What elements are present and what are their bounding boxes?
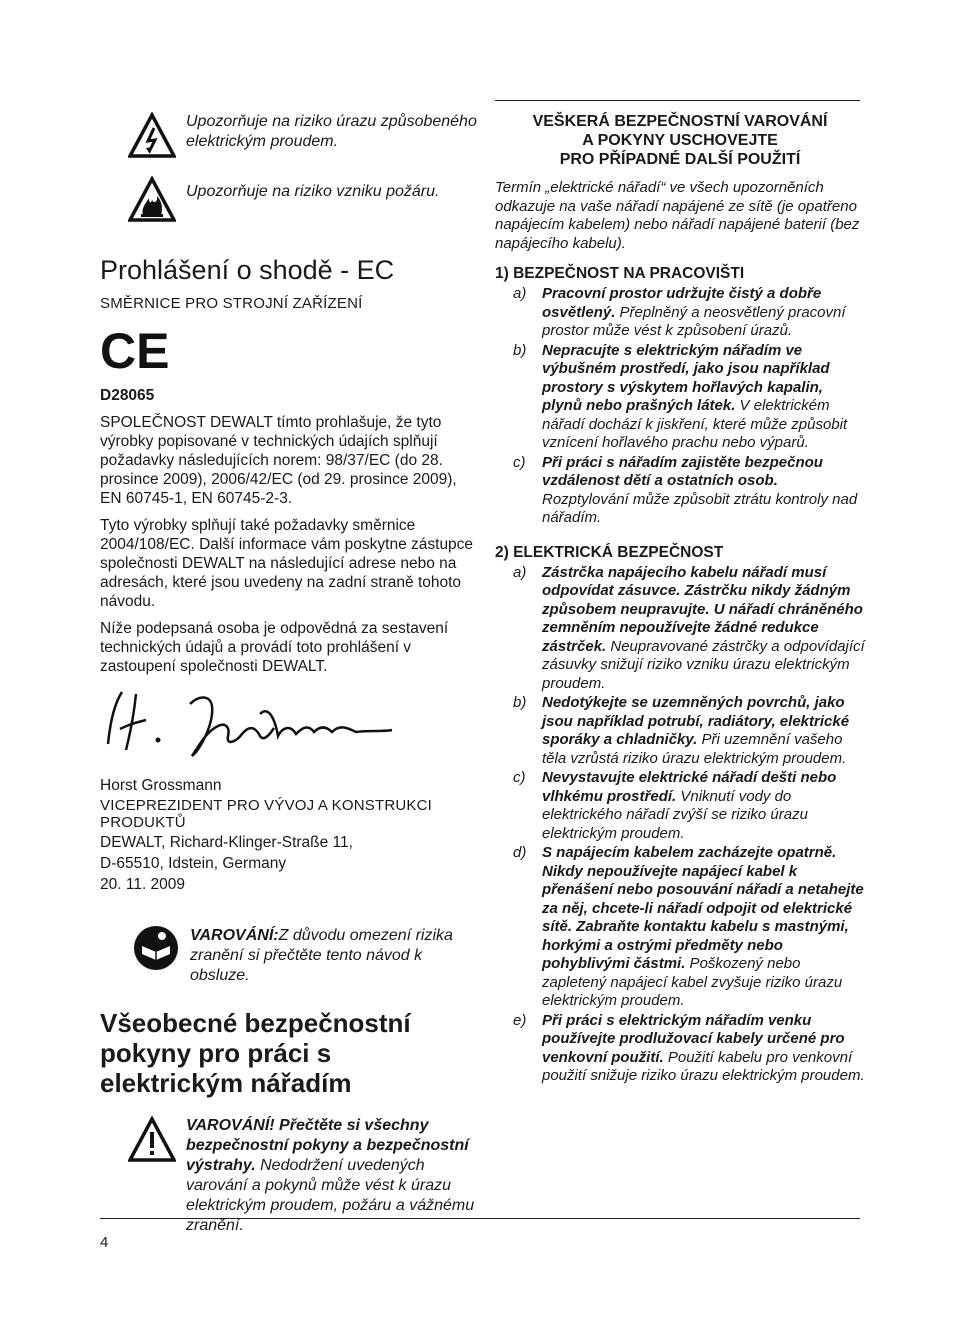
- read-manual-warning: [100, 924, 480, 986]
- general-warning-bold: VAROVÁNÍ! Přečtěte si všechny bezpečnostní pokyny a bezpečnostní výstrahy.: [186, 1117, 469, 1174]
- item-body: [542, 769, 865, 843]
- item-letter: d): [513, 844, 527, 861]
- item-bold-text: Při práci s nářadím zajistěte bezpečnou vzdálenost dětí a ostatních osob.: [542, 453, 823, 489]
- fire-icon: [128, 176, 176, 224]
- item-bold-text: Při práci s elektrickým nářadím venku používejte prodlužovací kabely určené pro venkovní použití.: [542, 1011, 845, 1066]
- section-title: 1) BEZPEČNOST NA PRACOVIŠTI: [495, 265, 745, 282]
- signer-title: VICEPREZIDENT PRO VÝVOJ A KONSTRUKCI PRODUKTŮ: [100, 797, 432, 831]
- item-text: Při uzemnění vašeho těla vzrůstá riziko úrazu elektrickým proudem.: [542, 731, 847, 767]
- safety-heading-line-3: PRO PŘÍPADNÉ DALŠÍ POUŽITÍ: [559, 151, 801, 168]
- svg-text:CE: CE: [100, 326, 170, 372]
- safety-sections: [495, 265, 865, 1086]
- item-text: V elektrickém nářadí dochází k jiskření, které může způsobit vznícení hořlavého prachu nebo výparů.: [542, 397, 848, 451]
- item-body: [542, 285, 865, 341]
- read-manual-text: [190, 926, 480, 986]
- item-text: Poškozený nebo zapletený napájecí kabel zvyšuje riziko úrazu elektrickým proudem.: [542, 955, 843, 1009]
- address-line-2: D-65510, Idstein, Germany: [100, 855, 287, 872]
- safety-heading-line-1: VEŠKERÁ BEZPEČNOSTNÍ VAROVÁNÍ: [532, 113, 828, 130]
- read-manual-body: Z důvodu omezení rizika zranění si přečtěte tento návod k obsluze.: [190, 927, 453, 984]
- declaration-paragraph-3: Níže podepsaná osoba je odpovědná za sestavení technických údajů a provádí toto prohlášení v zastoupení společnosti DEWALT.: [100, 620, 449, 675]
- item-bold-text: Pracovní prostor udržujte čistý a dobře osvětlený.: [542, 285, 822, 321]
- fire-warning-text: Upozorňuje na riziko vzniku požáru.: [186, 183, 440, 200]
- left-column: [100, 112, 480, 1236]
- top-rule: [495, 100, 860, 101]
- item-bold-text: Nedotýkejte se uzemněných povrchů, jako jsou například potrubí, radiátory, elektrické sporáky a chladničky.: [542, 694, 850, 748]
- item-letter: a): [513, 285, 527, 302]
- item-letter: c): [513, 769, 526, 786]
- general-warning-text: [186, 1116, 480, 1236]
- item-body: [542, 342, 865, 453]
- item-body: [542, 844, 865, 1011]
- item-bold-text: Zástrčka napájecího kabelu nářadí musí odpovídat zásuvce. Zástrčku nikdy žádným způsobem neupravujte. U nářadí chráněného zemněním nepoužívejte žádné redukce zástrček.: [542, 563, 863, 655]
- safety-heading-line-2: A POKYNY USCHOVEJTE: [582, 132, 778, 149]
- electric-shock-icon: [128, 112, 176, 160]
- ce-mark-icon: [100, 326, 170, 372]
- section-item: [495, 844, 865, 1011]
- declaration-subtitle: SMĚRNICE PRO STROJNÍ ZAŘÍZENÍ: [100, 295, 363, 312]
- item-text: Neupravované zástrčky a odpovídající zásuvky snižují riziko vzniku úrazu elektrickým proudem.: [542, 637, 865, 692]
- signer-name: Horst Grossmann: [100, 777, 222, 794]
- signature: [100, 684, 400, 764]
- warning-icon: [128, 1116, 176, 1164]
- section-item: [495, 564, 865, 694]
- address-line-1: DEWALT, Richard-Klinger-Straße 11,: [100, 834, 353, 851]
- model-number: D28065: [100, 387, 155, 404]
- item-letter: a): [513, 563, 527, 581]
- section-item: [495, 1012, 865, 1086]
- item-body: [542, 694, 865, 768]
- section-item: [495, 694, 865, 768]
- item-letter: b): [513, 341, 527, 359]
- section-item: [495, 342, 865, 453]
- general-warning: [100, 1116, 480, 1236]
- safety-intro: Termín „elektrické nářadí“ ve všech upozorněních odkazuje na vaše nářadí napájené ze sítě (je opatřeno napájecím kabelem) nebo nářadí napájené baterií (bez napájecího kabelu).: [495, 179, 860, 252]
- safety-heading: [495, 112, 865, 169]
- item-bold-text: S napájecím kabelem zacházejte opatrně. Nikdy nepoužívejte napájecí kabel k přenášení nebo posouvání nářadí a netahejte za něj, chcete-li nářadí odpojit od elektrické sítě. Zabraňte kontaktu kabelu s mastnými, horkými a ostrými předměty nebo pohyblivými částmi.: [542, 844, 864, 972]
- item-text: Přeplněný a neosvětlený pracovní prostor může vést k způsobení úrazů.: [542, 303, 846, 339]
- right-column: [495, 112, 865, 1086]
- declaration-paragraph-2: Tyto výrobky splňují také požadavky směrnice 2004/108/EC. Další informace vám poskytne zástupce společnosti DEWALT na následující adrese nebo na adresách, které jsou uvedeny na zadní straně tohoto návodu.: [100, 517, 474, 610]
- item-body: [542, 1012, 865, 1086]
- read-manual-icon: [132, 924, 180, 972]
- fire-warning: [100, 176, 480, 224]
- declaration-date: 20. 11. 2009: [100, 876, 186, 893]
- section-item: [495, 285, 865, 341]
- item-bold-text: Nevystavujte elektrické nářadí dešti nebo vlhkému prostředí.: [542, 769, 837, 805]
- declaration-title: Prohlášení o shodě - EC: [100, 255, 395, 285]
- item-body: [542, 564, 865, 694]
- declaration-paragraph-1: SPOLEČNOST DEWALT tímto prohlašuje, že tyto výrobky popisované v technických údajích splňují požadavky následujících norem: 98/37/EC (do 28. prosince 2009), 2006/42/EC (od 29. prosince 2009), EN 60745-1, EN 60745-2-3.: [100, 414, 457, 507]
- item-letter: b): [513, 694, 527, 711]
- item-text: Rozptylování může způsobit ztrátu kontroly nad nářadím.: [542, 490, 858, 526]
- item-text: Použití kabelu pro venkovní použití snižuje riziko úrazu elektrickým proudem.: [542, 1048, 865, 1084]
- section-title: 2) ELEKTRICKÁ BEZPEČNOST: [495, 543, 724, 561]
- electric-warning: [100, 112, 480, 160]
- page-number: 4: [100, 1234, 109, 1251]
- general-warning-rest: Nedodržení uvedených varování a pokynů může vést k úrazu elektrickým proudem, požáru a vážnému zranění.: [186, 1157, 475, 1234]
- general-safety-title: Všeobecné bezpečnostní pokyny pro práci s elektrickým nářadím: [100, 1008, 411, 1098]
- ce-mark: [100, 326, 480, 372]
- item-letter: c): [513, 453, 526, 471]
- item-body: [542, 454, 865, 528]
- item-text: Vniknutí vody do elektrického nářadí zvýší se riziko úrazu elektrickým proudem.: [542, 787, 808, 842]
- section-item: [495, 454, 865, 528]
- electric-warning-text: Upozorňuje na riziko úrazu způsobeného elektrickým proudem.: [186, 113, 477, 150]
- item-letter: e): [513, 1011, 527, 1029]
- item-bold-text: Nepracujte s elektrickým nářadím ve výbušném prostředí, jako jsou například prostory s výskytem hořlavých kapalin, plynů nebo prašných látek.: [542, 341, 830, 414]
- section-item: [495, 769, 865, 843]
- read-manual-label: VAROVÁNÍ:: [190, 927, 279, 944]
